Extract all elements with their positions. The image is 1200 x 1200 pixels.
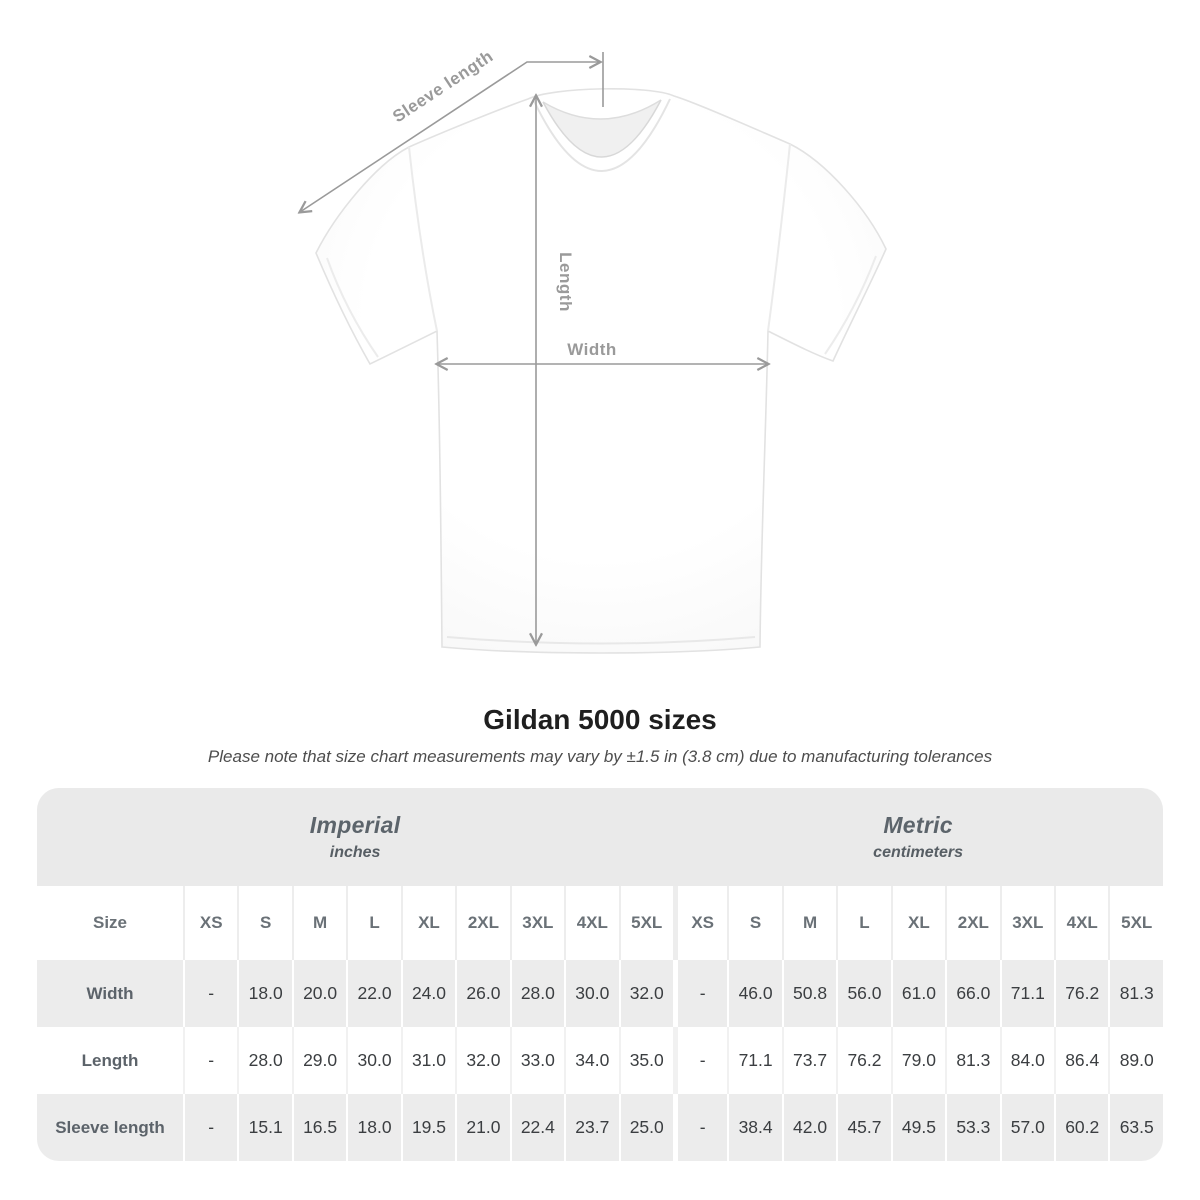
value-cell-length-metric-l: 76.2 [836, 1027, 890, 1094]
size-table [37, 788, 1163, 1161]
size-column-header: Size [37, 886, 183, 960]
value-cell-length-imperial-l: 30.0 [346, 1027, 400, 1094]
value-cell-width-imperial-4xl: 30.0 [564, 960, 618, 1027]
value-cell-length-imperial-xl: 31.0 [401, 1027, 455, 1094]
column-header-metric-5xl: 5XL [1108, 886, 1163, 960]
column-header-metric-xl: XL [891, 886, 945, 960]
value-cell-sleeve-length-imperial-2xl: 21.0 [455, 1094, 509, 1161]
column-header-metric-l: L [836, 886, 890, 960]
page-subtitle: Please note that size chart measurements may vary by ±1.5 in (3.8 cm) due to manufacturing tolerances [207, 747, 993, 766]
row-label-width: Width [37, 960, 183, 1027]
value-cell-width-imperial-m: 20.0 [292, 960, 346, 1027]
sleeve-length-label: Sleeve length [389, 46, 497, 127]
tshirt-graphic [250, 38, 950, 700]
value-cell-length-imperial-xs: - [183, 1027, 237, 1094]
metric-label: Metric [883, 812, 953, 838]
column-header-metric-2xl: 2XL [945, 886, 999, 960]
value-cell-width-metric-m: 50.8 [782, 960, 836, 1027]
value-cell-length-metric-m: 73.7 [782, 1027, 836, 1094]
value-cell-length-imperial-s: 28.0 [237, 1027, 291, 1094]
value-cell-sleeve-length-metric-3xl: 57.0 [1000, 1094, 1054, 1161]
value-cell-sleeve-length-imperial-4xl: 23.7 [564, 1094, 618, 1161]
column-header-row [37, 886, 1163, 960]
value-cell-length-metric-s: 71.1 [727, 1027, 781, 1094]
value-cell-width-metric-5xl: 81.3 [1108, 960, 1163, 1027]
value-cell-length-metric-5xl: 89.0 [1108, 1027, 1163, 1094]
metric-sublabel: centimeters [873, 844, 963, 861]
row-label-sleeve-length: Sleeve length [37, 1094, 183, 1161]
value-cell-width-imperial-xs: - [183, 960, 237, 1027]
value-cell-sleeve-length-metric-s: 38.4 [727, 1094, 781, 1161]
value-cell-length-metric-xl: 79.0 [891, 1027, 945, 1094]
column-header-imperial-xs: XS [183, 886, 237, 960]
page-title: Gildan 5000 sizes [483, 704, 717, 735]
value-cell-sleeve-length-metric-xs: - [673, 1094, 727, 1161]
column-header-metric-xs: XS [673, 886, 727, 960]
value-cell-width-metric-3xl: 71.1 [1000, 960, 1054, 1027]
value-cell-width-metric-4xl: 76.2 [1054, 960, 1108, 1027]
column-header-imperial-l: L [346, 886, 400, 960]
column-header-imperial-s: S [237, 886, 291, 960]
column-header-imperial-5xl: 5XL [619, 886, 673, 960]
value-cell-width-imperial-5xl: 32.0 [619, 960, 673, 1027]
column-header-imperial-m: M [292, 886, 346, 960]
value-cell-sleeve-length-imperial-xs: - [183, 1094, 237, 1161]
value-cell-width-metric-l: 56.0 [836, 960, 890, 1027]
value-cell-width-metric-xs: - [673, 960, 727, 1027]
value-cell-sleeve-length-imperial-5xl: 25.0 [619, 1094, 673, 1161]
unit-band-row [37, 788, 1163, 886]
metric-group-header [673, 812, 1163, 862]
value-cell-width-metric-s: 46.0 [727, 960, 781, 1027]
row-label-length: Length [37, 1027, 183, 1094]
value-cell-sleeve-length-metric-l: 45.7 [836, 1094, 890, 1161]
column-header-metric-s: S [727, 886, 781, 960]
column-header-imperial-xl: XL [401, 886, 455, 960]
value-cell-width-imperial-l: 22.0 [346, 960, 400, 1027]
value-cell-length-metric-2xl: 81.3 [945, 1027, 999, 1094]
length-label: Length [556, 252, 575, 312]
value-cell-sleeve-length-imperial-3xl: 22.4 [510, 1094, 564, 1161]
value-cell-length-imperial-2xl: 32.0 [455, 1027, 509, 1094]
value-cell-width-metric-2xl: 66.0 [945, 960, 999, 1027]
value-cell-sleeve-length-metric-5xl: 63.5 [1108, 1094, 1163, 1161]
value-cell-sleeve-length-metric-4xl: 60.2 [1054, 1094, 1108, 1161]
column-header-imperial-2xl: 2XL [455, 886, 509, 960]
table-row-sleeve-length [37, 1094, 1163, 1161]
value-cell-width-imperial-s: 18.0 [237, 960, 291, 1027]
column-header-imperial-4xl: 4XL [564, 886, 618, 960]
imperial-sublabel: inches [329, 844, 381, 861]
imperial-group-header [37, 812, 673, 862]
value-cell-sleeve-length-metric-m: 42.0 [782, 1094, 836, 1161]
value-cell-sleeve-length-metric-xl: 49.5 [891, 1094, 945, 1161]
value-cell-sleeve-length-imperial-l: 18.0 [346, 1094, 400, 1161]
imperial-label: Imperial [309, 812, 401, 838]
column-header-metric-3xl: 3XL [1000, 886, 1054, 960]
value-cell-sleeve-length-metric-2xl: 53.3 [945, 1094, 999, 1161]
value-cell-sleeve-length-imperial-m: 16.5 [292, 1094, 346, 1161]
size-chart-card [37, 788, 1163, 1161]
value-cell-length-imperial-5xl: 35.0 [619, 1027, 673, 1094]
column-header-imperial-3xl: 3XL [510, 886, 564, 960]
value-cell-length-imperial-3xl: 33.0 [510, 1027, 564, 1094]
value-cell-length-imperial-m: 29.0 [292, 1027, 346, 1094]
column-header-metric-4xl: 4XL [1054, 886, 1108, 960]
width-label: Width [567, 340, 617, 359]
value-cell-length-metric-3xl: 84.0 [1000, 1027, 1054, 1094]
table-row-width [37, 960, 1163, 1027]
value-cell-length-imperial-4xl: 34.0 [564, 1027, 618, 1094]
value-cell-sleeve-length-imperial-xl: 19.5 [401, 1094, 455, 1161]
value-cell-sleeve-length-imperial-s: 15.1 [237, 1094, 291, 1161]
tshirt-silhouette [316, 89, 886, 653]
value-cell-width-imperial-2xl: 26.0 [455, 960, 509, 1027]
table-row-length [37, 1027, 1163, 1094]
column-header-metric-m: M [782, 886, 836, 960]
value-cell-width-imperial-3xl: 28.0 [510, 960, 564, 1027]
value-cell-width-metric-xl: 61.0 [891, 960, 945, 1027]
value-cell-length-metric-4xl: 86.4 [1054, 1027, 1108, 1094]
value-cell-width-imperial-xl: 24.0 [401, 960, 455, 1027]
value-cell-length-metric-xs: - [673, 1027, 727, 1094]
